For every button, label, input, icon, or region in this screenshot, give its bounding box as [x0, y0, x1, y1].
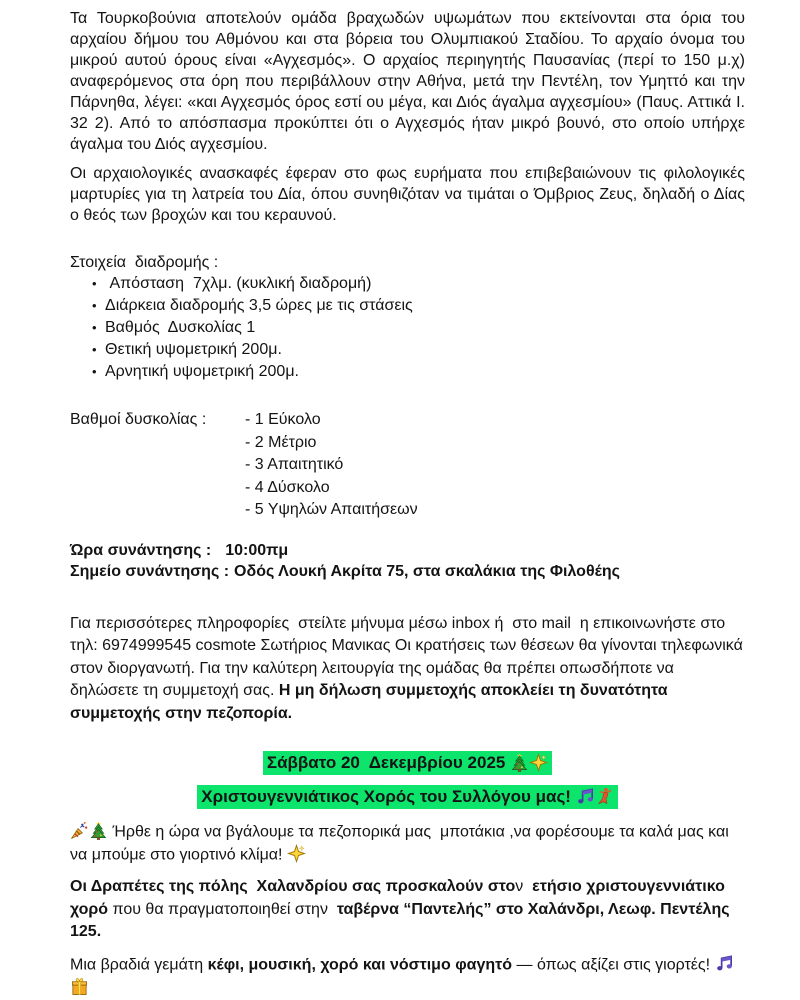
festive-text: Ήρθε η ώρα να βγάλουμε τα πεζοπορικά μας μποτάκια ,να φορέσουμε τα καλά μας και να μπούμε στο γιορτινό κλίμα! — [70, 823, 734, 863]
meeting-point-label: Σημείο συνάντησης : — [70, 563, 230, 580]
closing-paragraph — [70, 954, 745, 1000]
meeting-time-label: Ώρα συνάντησης : — [70, 541, 212, 559]
difficulty-level-5: - 5 Υψηλών Απαιτήσεων — [245, 501, 418, 518]
event-title-row — [70, 785, 745, 809]
invite-hosts-text: Οι Δραπέτες της πόλης Χαλανδρίου σας προσκαλούν στο — [70, 878, 516, 895]
meeting-point-value: Οδός Λουκή Ακρίτα 75, στα σκαλάκια της Φιλοθέης — [234, 563, 620, 580]
route-details-label: Στοιχεία διαδρομής : — [70, 254, 219, 271]
route-item-distance: • Απόσταση 7χλμ. (κυκλική διαδρομή) — [92, 273, 745, 295]
difficulty-level-4: - 4 Δύσκολο — [245, 478, 330, 496]
christmas-tree-icon — [510, 753, 529, 772]
event-title-text: Χριστουγεννιάτικος Χορός του Συλλόγου μας! — [201, 787, 576, 806]
gift-icon — [70, 977, 89, 996]
meeting-point-line — [70, 561, 745, 583]
christmas-tree-icon — [89, 821, 108, 840]
contact-info-text: Για περισσότερες πληροφορίες στείλτε μήνυμα μέσω inbox ή στο mail η επικοινωνήστε στο τηλ: 6974999545 cosmote Σωτήριος Μανικας Οι κρατήσεις των θέσεων θα γίνονται τηλεφωνικά στον διοργανωτή. Για την καλύτερη λειτουργία της ομάδας θα πρέπει οπωσδήποτε να δηλώσετε τη συμμετοχή σας. — [70, 614, 748, 699]
route-item-duration: • Διάρκεια διαδρομής 3,5 ώρες με τις στάσεις — [92, 295, 745, 317]
event-date-text: Σάββατο 20 Δεκεμβρίου 2025 — [266, 753, 511, 772]
participation-warning-text: Η μη δήλωση συμμετοχής αποκλείει τη δυνατότητα συμμετοχής στην πεζοπορία. — [70, 682, 673, 722]
closing-bold-text: κέφι, μουσική, χορό και νόστιμο φαγητό — [207, 956, 513, 973]
meeting-time-line — [70, 540, 745, 562]
meeting-time-value: 10:00πμ — [225, 541, 289, 559]
event-date-highlight — [263, 751, 552, 775]
difficulty-levels-list — [245, 409, 418, 522]
invitation-paragraph — [70, 876, 745, 944]
route-item-grade: • Βαθμός Δυσκολίας 1 — [92, 317, 745, 339]
meeting-info-section — [70, 540, 745, 583]
difficulty-level-3: - 3 Απαιτητικό — [245, 456, 344, 473]
closing-regular-1: Μια βραδιά γεμάτη — [70, 956, 208, 973]
glowing-star-icon — [529, 753, 548, 772]
festive-paragraph — [70, 821, 745, 866]
event-date-row — [70, 751, 745, 775]
closing-regular-2: — όπως αξίζει στις γιορτές! — [512, 956, 715, 973]
musical-notes-icon — [715, 954, 734, 973]
musical-notes-icon — [576, 787, 595, 806]
invite-regular-1: ν — [515, 878, 533, 895]
difficulty-level-1: - 1 Εύκολο — [245, 411, 321, 428]
glowing-star-icon — [287, 844, 306, 863]
route-item-ascent: • Θετική υψομετρική 200μ. — [92, 339, 745, 361]
intro-paragraph: Τα Τουρκοβούνια αποτελούν ομάδα βραχωδών υψωμάτων που εκτείνονται στα όρια του αρχαίου δήμου του Αθμόνου και στα βόρεια του Ολυμπιακού Σταδίου. Το αρχαίο όνομα του μικρού αυτού όρους είναι «Αγχεσμός». Ο αρχαίος περιηγητής Παυσανίας (περί το 150 μ.χ) αναφερόμενος στα όρη που περιβάλλουν στην Αθήνα, μετά την Πεντέλη, τον Υμηττό και την Πάρνηθα, λέγει: «και Αγχεσμός όρος εστί ου μέγα, και Διός άγαλμα αγχεσμίου» (Παυς. Αττικά Ι. 32 2). Από το απόσπασμα προκύπτει ότι ο Αγχεσμός ήταν μικρό βουνό, στο οποίο υπήρχε άγαλμα του Διός αγχεσμίου. — [70, 10, 750, 153]
invite-venue-text: ταβέρνα “Παντελής” στο Χαλάνδρι, Λεωφ. Πεντέλης 125. — [70, 900, 734, 940]
invite-event-text: ετήσιο χριστουγεννιάτικο χορό — [70, 878, 730, 918]
difficulty-scale-label: Βαθμοί δυσκολίας : — [70, 411, 207, 428]
route-details-list — [70, 273, 745, 383]
invite-regular-2: που θα πραγματοποιηθεί στην — [108, 900, 337, 918]
difficulty-level-2: - 2 Μέτριο — [245, 433, 317, 451]
route-item-descent: • Αρνητική υψομετρική 200μ. — [92, 361, 745, 383]
difficulty-scale-section — [70, 409, 745, 522]
dancer-icon — [595, 787, 614, 806]
excavations-paragraph: Οι αρχαιολογικές ανασκαφές έφεραν στο φως ευρήματα που επιβεβαιώνουν τις φιλολογικές μαρτυρίες για τη λατρεία του Δία, όπου συνηθιζόταν να τιμάται ο Όμβριος Ζευς, δηλαδή ο Δίας ο θεός των βροχών και του κεραυνού. — [70, 165, 750, 224]
event-title-highlight — [197, 785, 617, 809]
contact-info-paragraph — [70, 613, 748, 726]
party-popper-icon — [70, 821, 89, 840]
